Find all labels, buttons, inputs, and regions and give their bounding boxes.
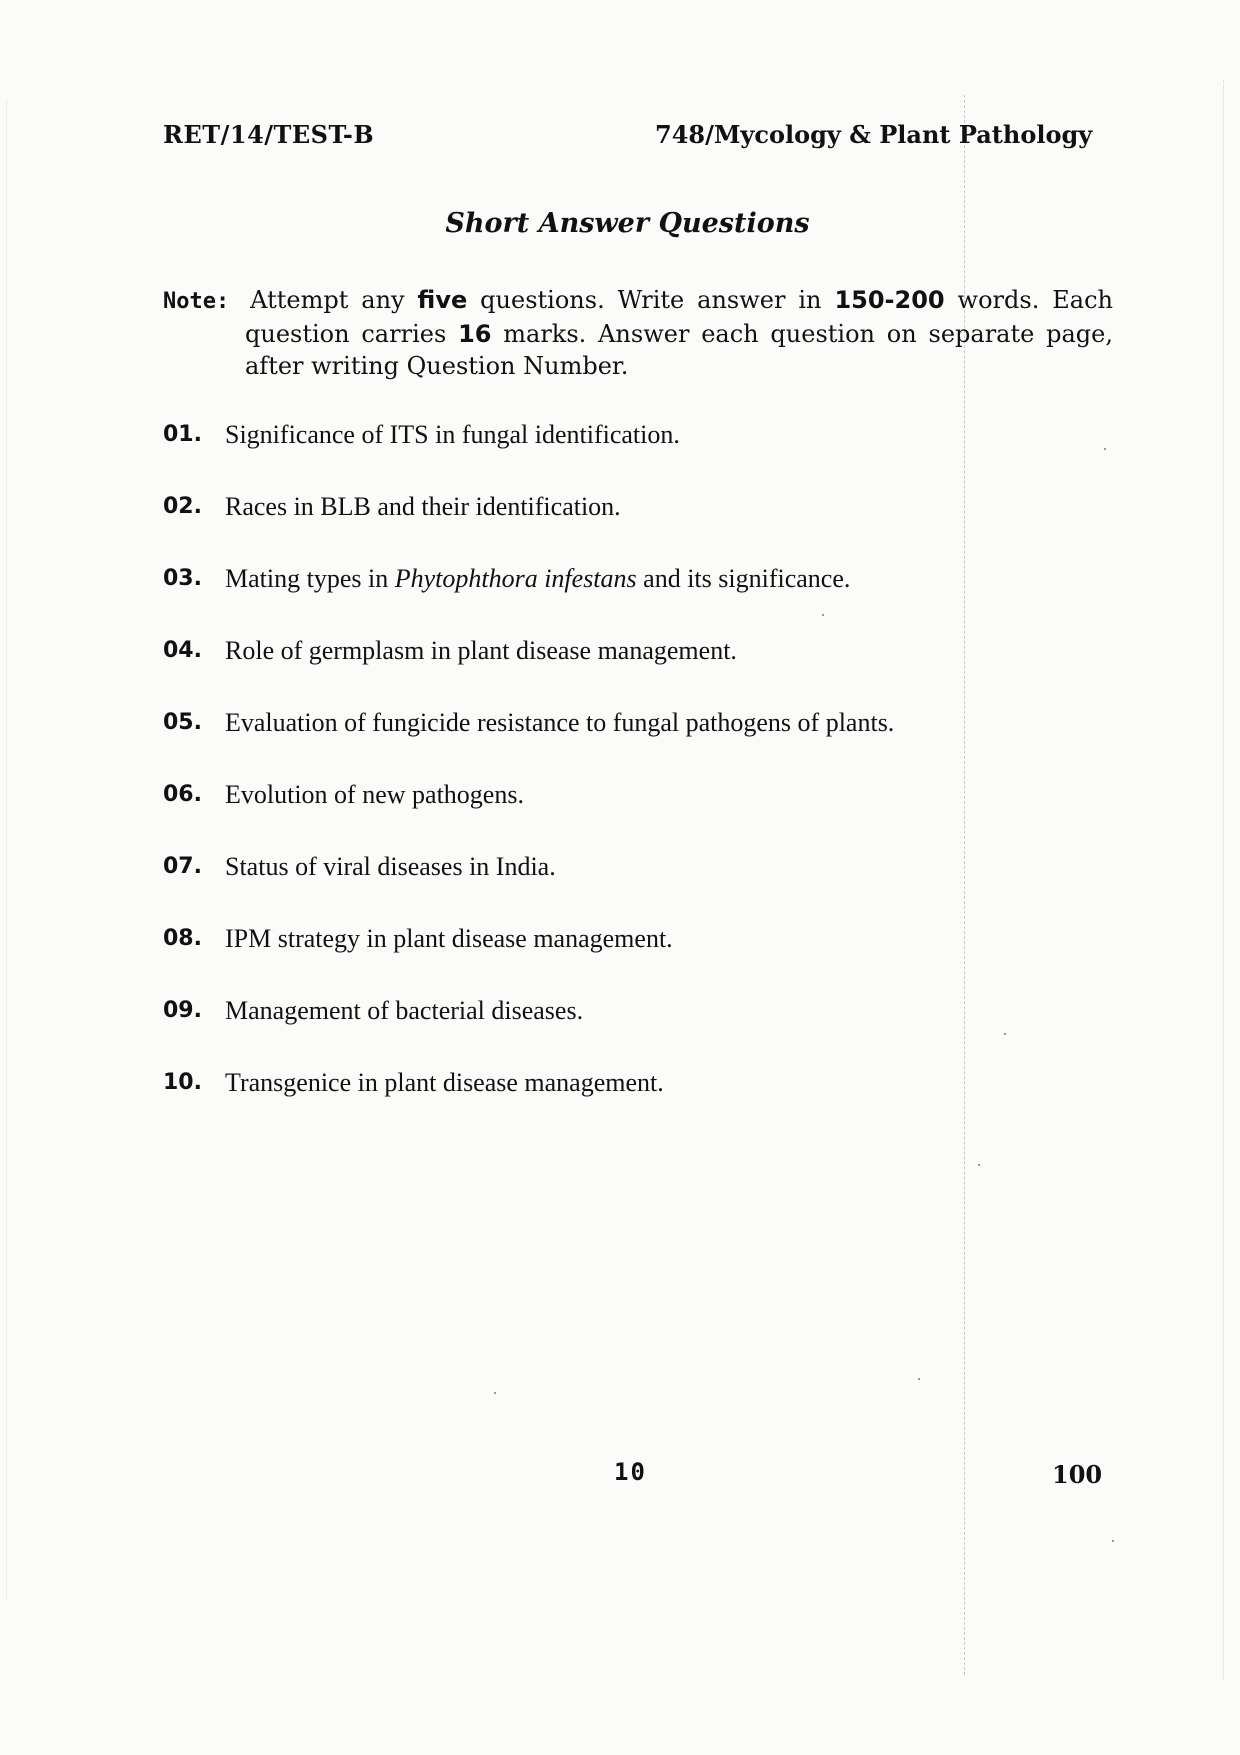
paper-code: RET/14/TEST-B: [163, 120, 375, 149]
question-text: IPM strategy in plant disease management.: [225, 924, 673, 953]
scan-speck: [1104, 448, 1106, 450]
question-item: [163, 418, 1123, 490]
question-number: 05.: [163, 710, 202, 735]
question-text: Status of viral diseases in India.: [225, 852, 556, 881]
question-number: 08.: [163, 926, 202, 951]
question-item: [163, 778, 1123, 850]
scan-speck: [1004, 1033, 1006, 1035]
question-item: [163, 490, 1123, 562]
question-number: 10.: [163, 1070, 202, 1095]
footer-code: 100: [1052, 1460, 1103, 1489]
question-item: [163, 706, 1123, 778]
question-item: [163, 922, 1123, 994]
question-number: 03.: [163, 566, 202, 591]
question-number: 02.: [163, 494, 202, 519]
scan-speck: [978, 1164, 980, 1166]
question-text: [225, 562, 850, 596]
question-text: Evaluation of fungicide resistance to fungal pathogens of plants.: [225, 708, 895, 737]
question-item: [163, 1066, 1123, 1138]
question-number: 04.: [163, 638, 202, 663]
note-bold-five: five: [417, 286, 468, 314]
section-title: Short Answer Questions: [445, 208, 810, 239]
note-text-2: questions. Write answer in: [467, 286, 835, 314]
scan-speck: [494, 1392, 496, 1394]
question-text: Evolution of new pathogens.: [225, 780, 524, 809]
question-number: 07.: [163, 854, 202, 879]
note-text-1: Attempt any: [250, 286, 418, 314]
question-number: 06.: [163, 782, 202, 807]
question-item: [163, 562, 1123, 634]
paper-subject: 748/Mycology & Plant Pathology: [655, 120, 1093, 149]
species-name: Phytophthora infestans: [394, 564, 637, 593]
instructions-note: [163, 284, 1113, 382]
scan-speck: [822, 614, 824, 616]
question-number: 01.: [163, 422, 202, 447]
question-text-after: and its significance.: [636, 564, 851, 593]
question-text: Management of bacterial diseases.: [225, 996, 584, 1025]
note-bold-word-range: 150-200: [834, 286, 945, 314]
note-text-4: marks. Answer each question on separate page, after writing Question Number.: [245, 320, 1113, 380]
scan-edge-right: [1223, 80, 1224, 1680]
question-number: 09.: [163, 998, 202, 1023]
note-text-3: words. Each question carries: [245, 286, 1113, 348]
question-text: Transgenice in plant disease management.: [225, 1068, 664, 1097]
question-text: Races in BLB and their identification.: [225, 492, 621, 521]
question-text: Role of germplasm in plant disease management.: [225, 636, 737, 665]
question-item: [163, 634, 1123, 706]
question-text: Significance of ITS in fungal identification.: [225, 420, 680, 449]
scan-speck: [918, 1378, 920, 1380]
question-item: [163, 994, 1123, 1066]
note-label: Note:: [163, 289, 230, 314]
page-number: 10: [614, 1458, 647, 1486]
question-list: [163, 418, 1123, 1138]
scan-edge-left: [6, 100, 7, 1600]
question-item: [163, 850, 1123, 922]
scan-speck: [1112, 1540, 1114, 1542]
question-text-before: Mating types in: [225, 564, 395, 593]
note-bold-marks: 16: [458, 320, 492, 348]
